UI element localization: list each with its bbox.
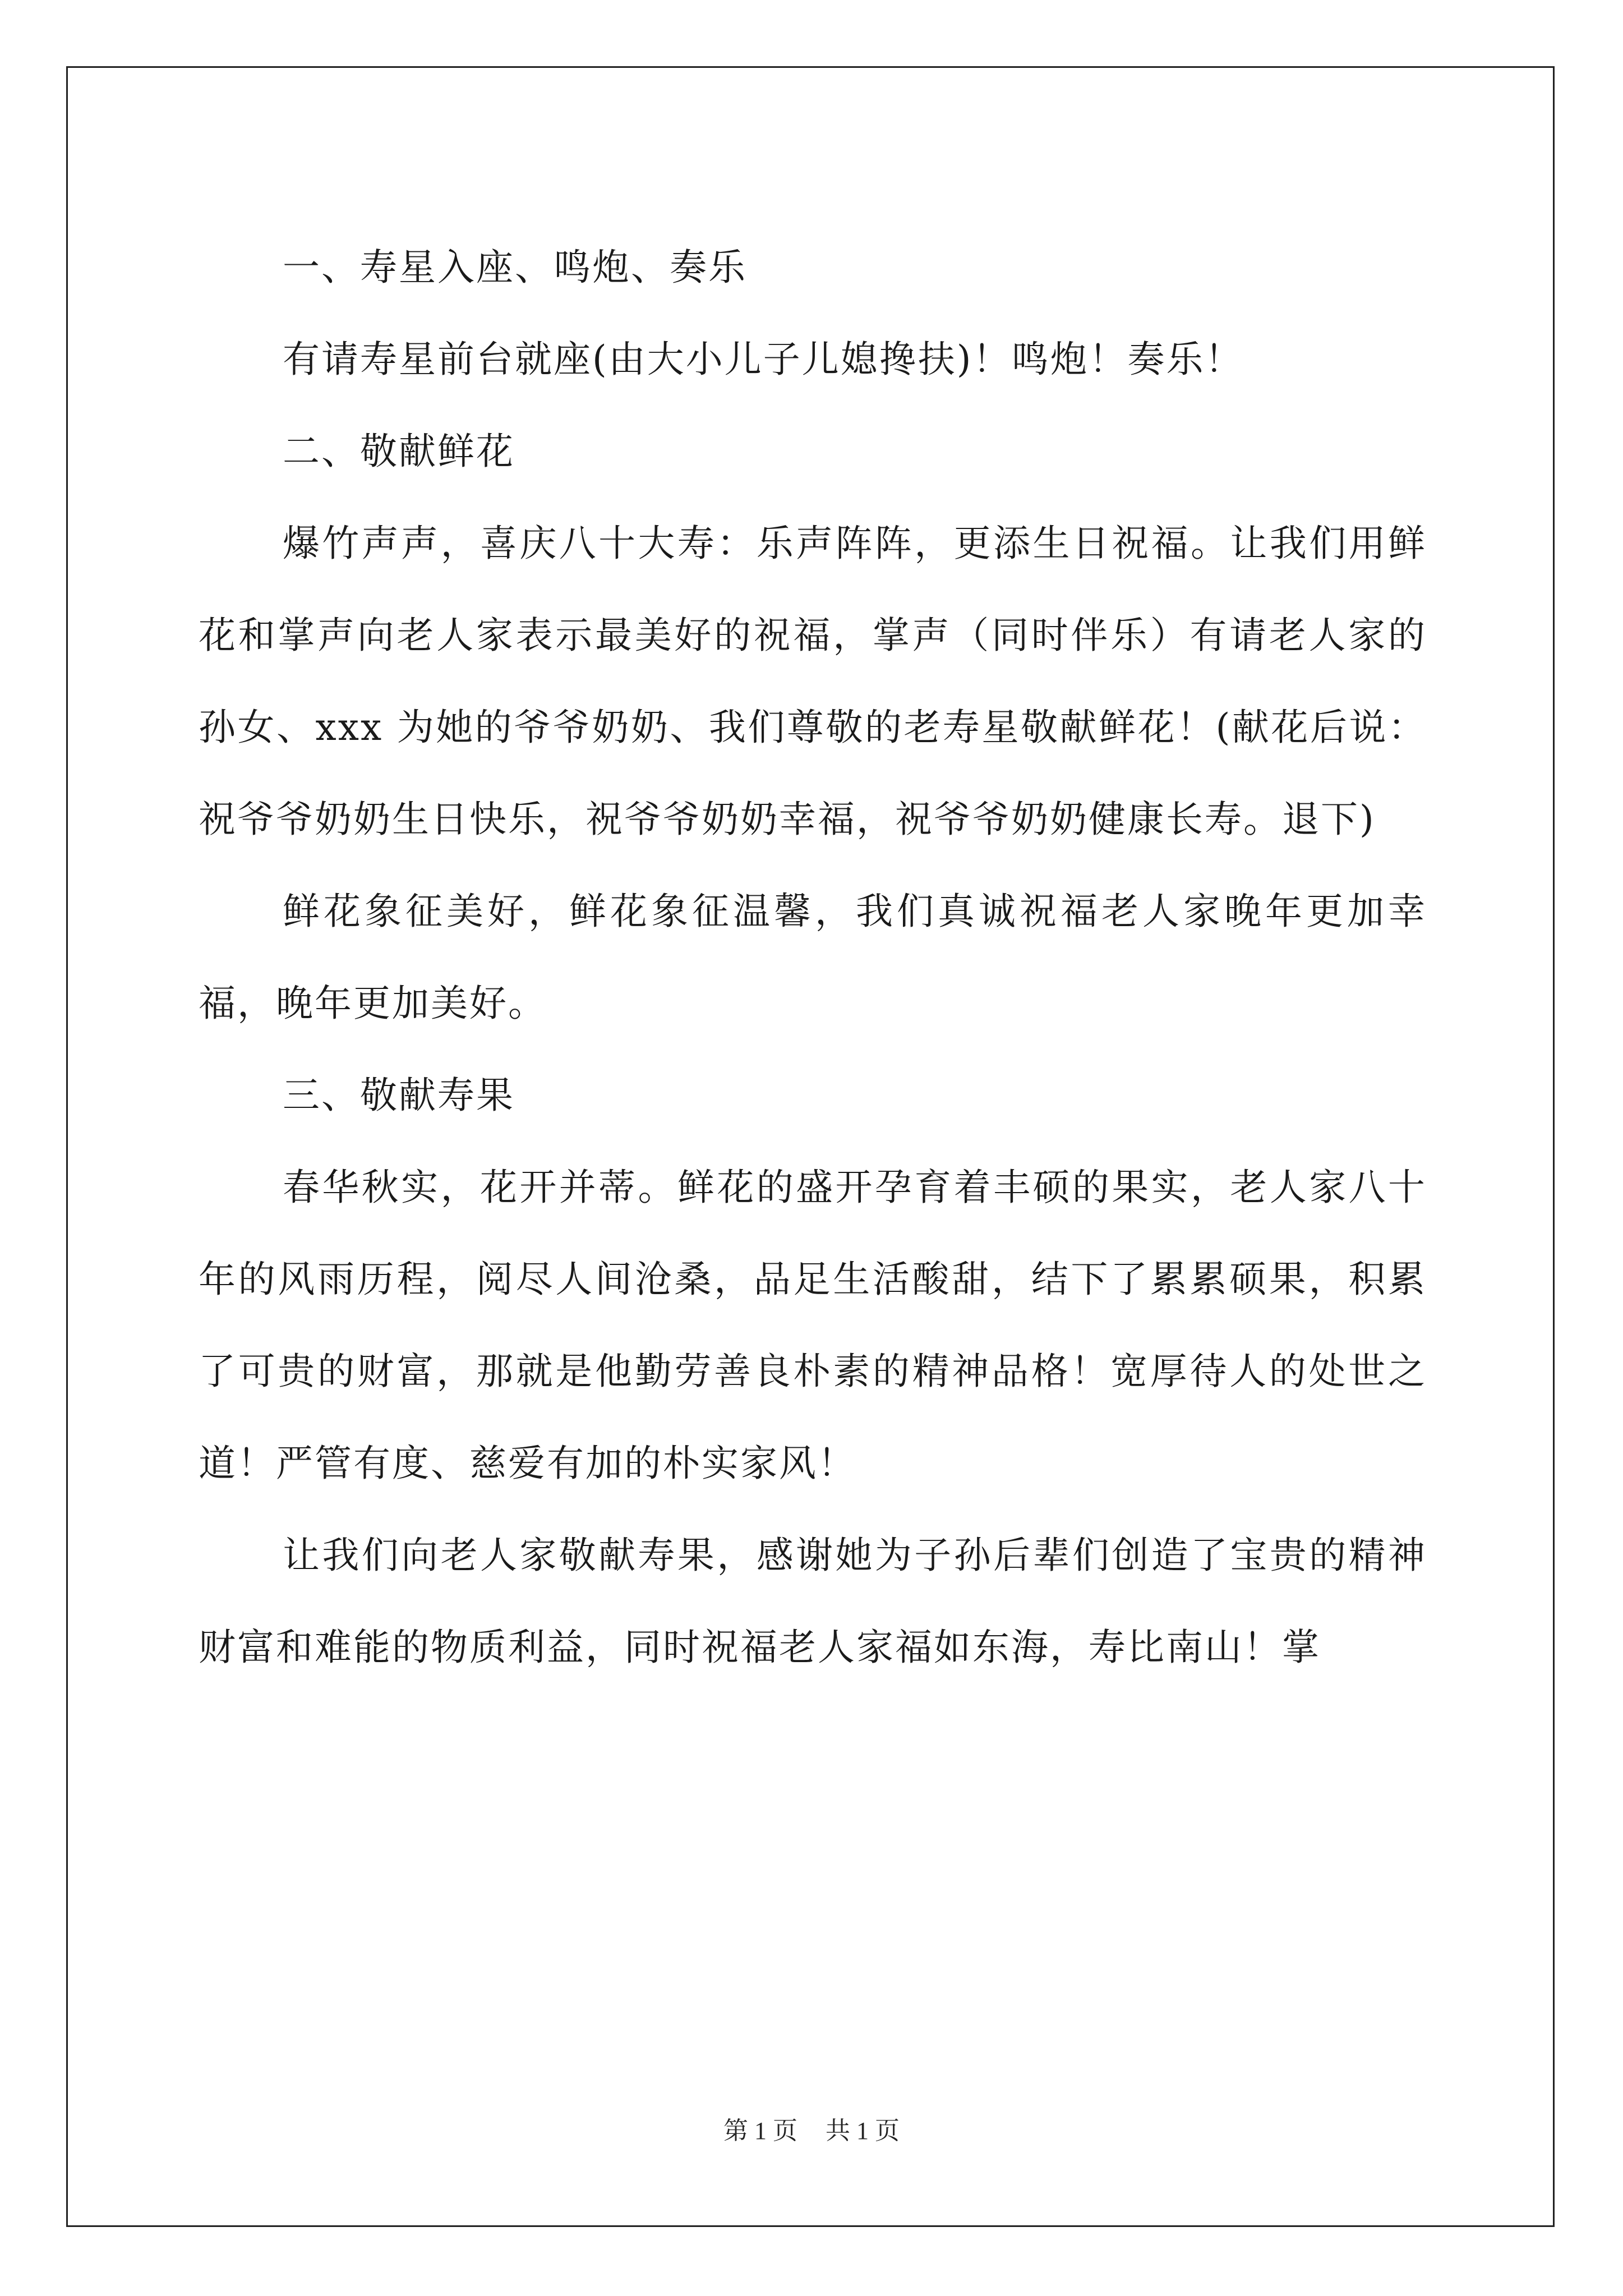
paragraph-fruits-blessing: 让我们向老人家敬献寿果，感谢她为子孙后辈们创造了宝贵的精神财富和难能的物质利益，同时祝福老人家福如东海，寿比南山！掌: [199, 1534, 1427, 1669]
document-body: [199, 222, 1427, 1694]
page-number: 第 1 页: [723, 2117, 797, 2145]
page-footer: [0, 2110, 1623, 2146]
section-heading-2: 二、敬献鲜花: [283, 430, 515, 473]
paragraph-flowers: 爆竹声声，喜庆八十大寿：乐声阵阵，更添生日祝福。让我们用鲜花和掌声向老人家表示最美好的祝福，掌声（同时伴乐）有请老人家的孙女、xxx 为她的爷爷奶奶、我们尊敬的老寿星敬献鲜花！(献花后说：祝爷爷奶奶生日快乐，祝爷爷奶奶幸福，祝爷爷奶奶健康长寿。退下): [199, 522, 1427, 841]
page-total: 共 1 页: [826, 2117, 900, 2145]
section-heading-3: 三、敬献寿果: [283, 1074, 515, 1117]
section-heading-1: 一、寿星入座、鸣炮、奏乐: [283, 246, 747, 289]
paragraph-invite-seat: 有请寿星前台就座(由大小儿子儿媳搀扶)！鸣炮！奏乐！: [283, 338, 1244, 381]
paragraph-fruits: 春华秋实，花开并蒂。鲜花的盛开孕育着丰硕的果实，老人家八十年的风雨历程，阅尽人间沧桑，品足生活酸甜，结下了累累硕果，积累了可贵的财富，那就是他勤劳善良朴素的精神品格！宽厚待人的处世之道！严管有度、慈爱有加的朴实家风！: [199, 1166, 1427, 1485]
paragraph-flowers-blessing: 鲜花象征美好，鲜花象征温馨，我们真诚祝福老人家晚年更加幸福，晚年更加美好。: [199, 890, 1427, 1025]
